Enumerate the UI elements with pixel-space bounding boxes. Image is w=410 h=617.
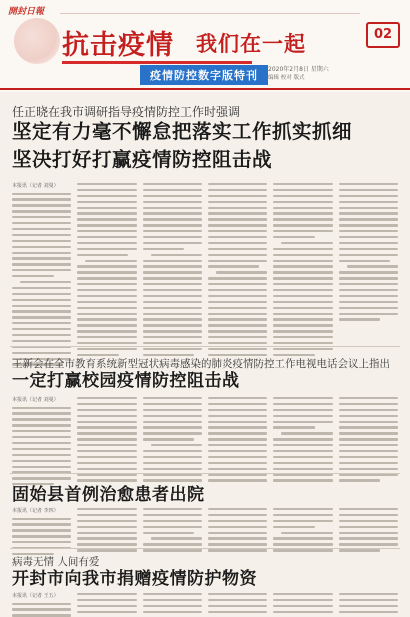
article-1-body [12, 183, 398, 366]
special-title-sub: 我们在一起 [196, 31, 306, 56]
editor-credits: 编辑 校对 版式 [268, 75, 305, 81]
article-1-column [12, 183, 71, 366]
article-divider [10, 548, 400, 549]
special-edition-label: 疫情防控数字版特刊 [140, 65, 268, 85]
article-1-column [339, 183, 398, 366]
issue-date: 2020年2月8日 星期六 [268, 66, 329, 73]
article-divider [10, 473, 400, 474]
decorative-emblem [14, 18, 60, 64]
article-4-column [339, 593, 398, 617]
article-1-byline: 本报讯（记者 刘曼） [12, 183, 59, 189]
article-1-kicker: 任正晓在我市调研指导疫情防控工作时强调 [12, 105, 241, 119]
special-title-main: 抗击疫情 [62, 30, 174, 61]
article-1-column [208, 183, 267, 366]
article-2-kicker: 王新会在全市教育系统新型冠状病毒感染的肺炎疫情防控工作电视电话会议上指出 [12, 358, 390, 370]
article-4-column [143, 593, 202, 617]
page-number: 02 [366, 22, 400, 48]
article-1-headline-line-1[interactable]: 坚定有力毫不懈怠把落实工作抓实抓细 [12, 120, 353, 143]
article-4-column [12, 593, 71, 617]
masthead [0, 0, 410, 92]
article-4-body [12, 593, 398, 617]
article-2-byline: 本报讯（记者 刘曼） [12, 397, 59, 403]
newspaper-logo: 開封日報 [8, 7, 45, 17]
article-3-headline[interactable]: 固始县首例治愈患者出院 [12, 485, 205, 505]
masthead-bottom-rule [0, 88, 410, 90]
article-1-column [273, 183, 332, 366]
article-1-column [143, 183, 202, 366]
article-1-headline-line-2[interactable]: 坚决打好打赢疫情防控阻击战 [12, 148, 273, 171]
article-4-headline[interactable]: 开封市向我市捐赠疫情防护物资 [12, 569, 257, 589]
article-4-kicker: 病毒无情 人间有爱 [12, 556, 100, 568]
article-2-headline[interactable]: 一定打赢校园疫情防控阻击战 [12, 371, 240, 391]
masthead-top-rule [60, 13, 360, 14]
article-divider [10, 346, 400, 347]
article-1-column [77, 183, 136, 366]
article-4-column [208, 593, 267, 617]
title-underline [62, 61, 252, 64]
article-4-column [77, 593, 136, 617]
article-4-column [273, 593, 332, 617]
article-4-byline: 本报讯（记者 王五） [12, 593, 59, 599]
article-3-byline: 本报讯（记者 李四） [12, 508, 59, 514]
